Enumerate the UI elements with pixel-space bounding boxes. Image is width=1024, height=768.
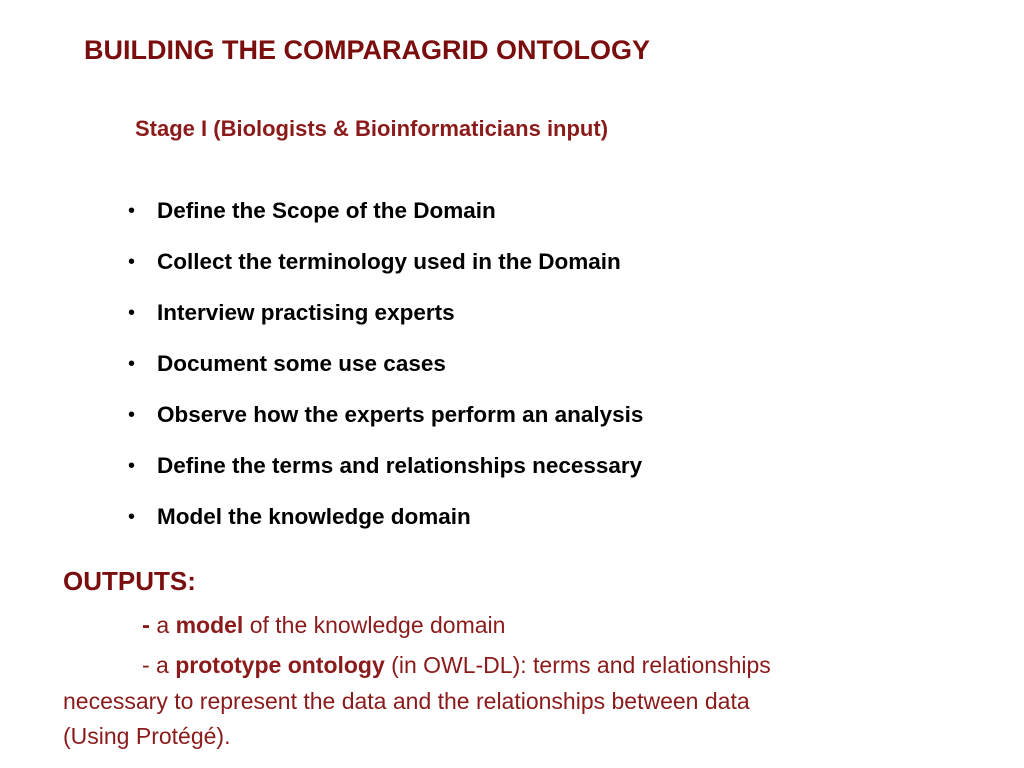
slide-title: BUILDING THE COMPARAGRID ONTOLOGY (84, 35, 650, 65)
bullet-marker: • (128, 251, 136, 273)
output-line-tool: (Using Protégé). (63, 723, 231, 749)
bullet-text: Collect the terminology used in the Domain (157, 249, 621, 274)
outputs-heading: OUTPUTS: (63, 566, 196, 596)
output-text-bold: model (175, 612, 244, 638)
output-dash: - (142, 652, 150, 678)
slide-subtitle: Stage I (Biologists & Bioinformaticians input) (135, 116, 609, 141)
bullet-text: Document some use cases (157, 351, 446, 376)
bullet-text: Define the Scope of the Domain (157, 198, 496, 223)
output-line-prototype (142, 648, 771, 682)
bullet-text: Observe how the experts perform an analysis (157, 402, 644, 427)
output-text-bold: prototype ontology (175, 652, 385, 678)
output-line-model (142, 608, 505, 643)
output-dash: - (142, 612, 150, 639)
bullet-text: Define the terms and relationships necessary (157, 453, 643, 478)
bullet-marker: • (128, 404, 136, 426)
bullet-text: Interview practising experts (157, 300, 455, 325)
output-text-post: (in OWL-DL): terms and relationships (384, 652, 771, 678)
output-text-post: of the knowledge domain (243, 612, 506, 638)
output-text-pre: a (150, 612, 176, 638)
output-line-continuation: necessary to represent the data and the relationships between data (63, 688, 750, 714)
bullet-marker: • (128, 302, 136, 324)
bullet-marker: • (128, 353, 136, 375)
bullet-marker: • (128, 506, 136, 528)
bullet-marker: • (128, 200, 136, 222)
bullet-text: Model the knowledge domain (157, 504, 471, 529)
bullet-marker: • (128, 455, 136, 477)
output-text-pre: a (149, 652, 176, 678)
